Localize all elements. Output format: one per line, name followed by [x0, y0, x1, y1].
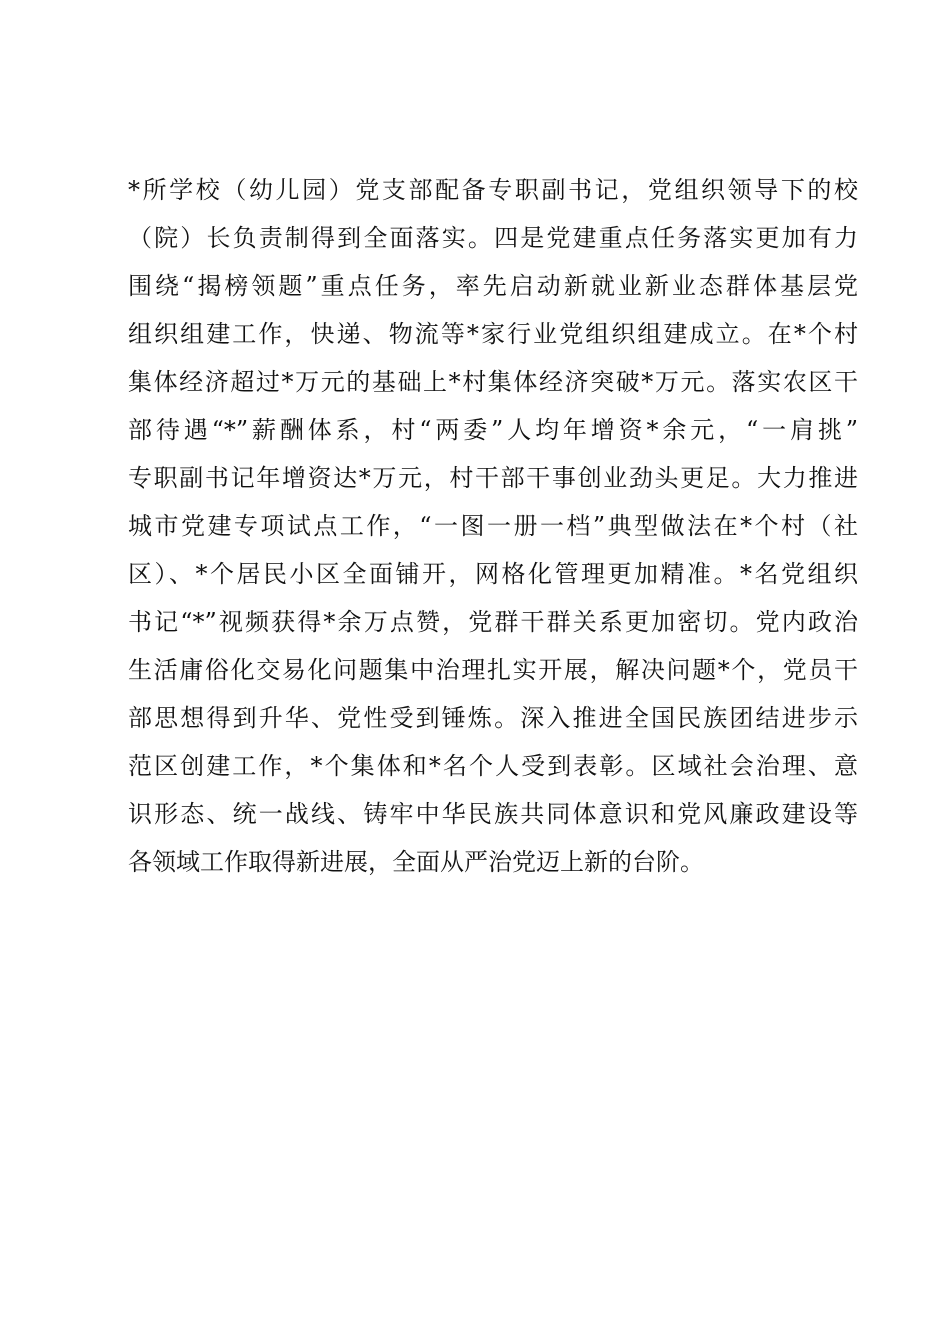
text-line: 书记“*”视频获得*余万点赞，党群干群关系更加密切。党内政治: [128, 608, 858, 636]
text-line: 专职副书记年增资达*万元，村干部干事创业劲头更足。大力推进: [128, 464, 858, 492]
text-line: 部待遇“*”薪酬体系，村“两委”人均年增资*余元，“一肩挑”: [128, 416, 858, 444]
text-line: 范区创建工作，*个集体和*名个人受到表彰。区域社会治理、意: [128, 752, 858, 780]
text-line: 各领域工作取得新进展，全面从严治党迈上新的台阶。: [128, 848, 704, 876]
text-line: （院）长负责制得到全面落实。四是党建重点任务落实更加有力: [128, 224, 858, 252]
text-line: 组织组建工作，快递、物流等*家行业党组织组建成立。在*个村: [128, 320, 858, 348]
text-line: 生活庸俗化交易化问题集中治理扎实开展，解决问题*个，党员干: [128, 656, 858, 684]
text-line: 集体经济超过*万元的基础上*村集体经济突破*万元。落实农区干: [128, 368, 858, 396]
text-line: 围绕“揭榜领题”重点任务，率先启动新就业新业态群体基层党: [128, 272, 858, 300]
text-line: *所学校（幼儿园）党支部配备专职副书记，党组织领导下的校: [128, 176, 858, 204]
text-line: 城市党建专项试点工作，“一图一册一档”典型做法在*个村（社: [128, 512, 858, 540]
text-line: 部思想得到升华、党性受到锤炼。深入推进全国民族团结进步示: [128, 704, 858, 732]
text-line: 区）、*个居民小区全面铺开，网格化管理更加精准。*名党组织: [128, 560, 858, 588]
text-line: 识形态、统一战线、铸牢中华民族共同体意识和党风廉政建设等: [128, 800, 858, 828]
body-paragraph: [128, 166, 858, 886]
